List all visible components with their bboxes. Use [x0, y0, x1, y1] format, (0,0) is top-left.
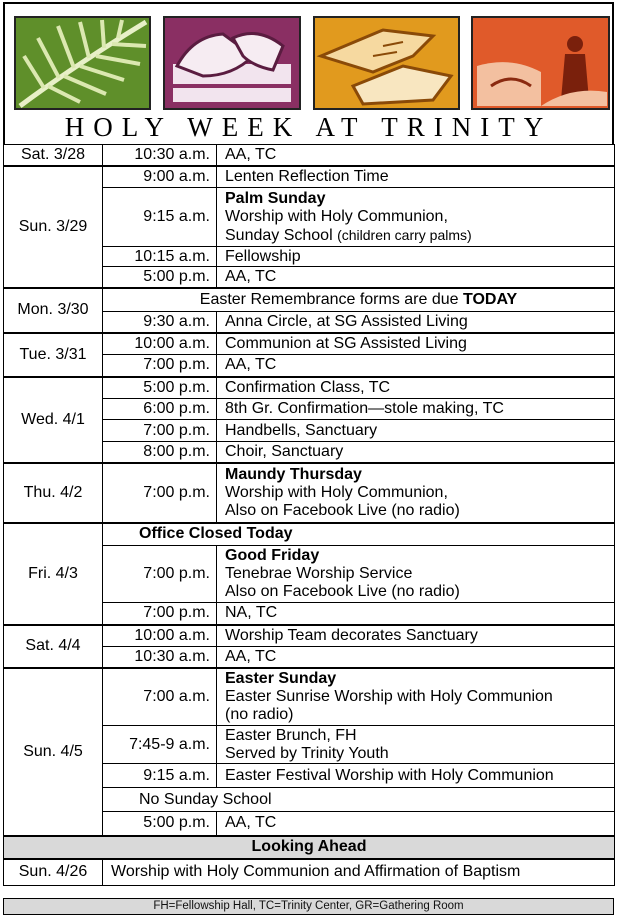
table-row	[4, 463, 615, 523]
event-time: 9:15 a.m.	[103, 188, 217, 247]
table-row	[4, 625, 615, 647]
broken-bread-icon	[163, 16, 301, 110]
day-label: Sun. 4/5	[4, 668, 103, 836]
event-title: Palm Sunday	[225, 189, 326, 207]
table-row	[4, 145, 615, 166]
event-time: 8:00 p.m.	[103, 442, 217, 463]
day-banner	[103, 288, 615, 312]
event-time: 6:00 p.m.	[103, 399, 217, 420]
event-text: AA, TC	[217, 267, 615, 288]
event-line: Tenebrae Worship Service	[225, 565, 413, 582]
event-line: Worship with Holy Communion,	[225, 207, 448, 225]
event-time: 5:00 p.m.	[103, 812, 217, 836]
event-title: Good Friday	[225, 547, 320, 564]
abbreviation-key: FH=Fellowship Hall, TC=Trinity Center, GR=Gathering Room	[3, 898, 614, 915]
event-line: Served by Trinity Youth	[225, 744, 389, 762]
page-title: HOLY WEEK AT TRINITY	[64, 112, 553, 142]
table-row	[4, 288, 615, 312]
event-line: Also on Facebook Live (no radio)	[225, 583, 460, 600]
banner-emphasis: TODAY	[462, 290, 518, 308]
event-text: Fellowship	[217, 247, 615, 267]
event-line: Easter Brunch, FH	[225, 726, 357, 744]
event-text: Communion at SG Assisted Living	[217, 333, 615, 355]
event-text: Choir, Sanctuary	[217, 442, 615, 463]
event-text: AA, TC	[217, 355, 615, 377]
event-time: 7:45-9 a.m.	[103, 726, 217, 764]
event-line: Easter Sunrise Worship with Holy Communion	[225, 687, 553, 705]
event-text	[217, 668, 615, 726]
event-line: Worship with Holy Communion,	[225, 483, 448, 501]
schedule-table	[3, 144, 615, 886]
event-text: Anna Circle, at SG Assisted Living	[217, 312, 615, 333]
event-text: AA, TC	[217, 647, 615, 668]
day-banner: Office Closed Today	[103, 523, 615, 546]
event-time: 5:00 p.m.	[103, 267, 217, 288]
table-row	[4, 166, 615, 188]
event-time: 7:00 p.m.	[103, 420, 217, 442]
looking-ahead-heading: Looking Ahead	[4, 836, 615, 859]
event-line-text: Sunday School	[225, 226, 333, 244]
table-row	[4, 859, 615, 886]
empty-tomb-icon	[471, 16, 610, 110]
event-line: Also on Facebook Live (no radio)	[225, 501, 460, 519]
event-time: 7:00 p.m.	[103, 603, 217, 625]
header-banner	[3, 2, 614, 144]
event-time: 7:00 p.m.	[103, 463, 217, 523]
event-text: Handbells, Sanctuary	[217, 420, 615, 442]
event-time: 5:00 p.m.	[103, 377, 217, 399]
day-banner: No Sunday School	[103, 788, 615, 812]
event-time: 10:00 a.m.	[103, 625, 217, 647]
table-row	[4, 377, 615, 399]
event-text: Worship Team decorates Sanctuary	[217, 625, 615, 647]
table-row	[4, 523, 615, 546]
event-time: 7:00 a.m.	[103, 668, 217, 726]
event-text: Worship with Holy Communion and Affirmation of Baptism	[103, 859, 615, 886]
table-row	[4, 333, 615, 355]
banner-text: Easter Remembrance forms are due	[199, 290, 463, 308]
event-title: Maundy Thursday	[225, 465, 362, 483]
event-time: 9:00 a.m.	[103, 166, 217, 188]
table-row	[4, 668, 615, 726]
event-text	[217, 546, 615, 603]
event-time: 7:00 p.m.	[103, 355, 217, 377]
event-time: 10:00 a.m.	[103, 333, 217, 355]
event-text: 8th Gr. Confirmation—stole making, TC	[217, 399, 615, 420]
event-time: 10:30 a.m.	[103, 647, 217, 668]
day-label: Sat. 4/4	[4, 625, 103, 668]
day-label: Wed. 4/1	[4, 377, 103, 463]
day-label: Sun. 4/26	[4, 859, 103, 886]
event-note: (children carry palms)	[337, 226, 472, 243]
event-line	[225, 226, 610, 245]
event-text: NA, TC	[217, 603, 615, 625]
day-label: Thu. 4/2	[4, 463, 103, 523]
day-label: Sun. 3/29	[4, 166, 103, 288]
event-time: 10:15 a.m.	[103, 247, 217, 267]
table-row	[4, 836, 615, 859]
event-text: Easter Festival Worship with Holy Communion	[217, 764, 615, 788]
event-time: 10:30 a.m.	[103, 145, 217, 166]
event-text: Confirmation Class, TC	[217, 377, 615, 399]
day-label: Tue. 3/31	[4, 333, 103, 377]
event-text	[217, 463, 615, 523]
event-text: Lenten Reflection Time	[217, 166, 615, 188]
event-text	[217, 188, 615, 247]
event-time: 7:00 p.m.	[103, 546, 217, 603]
event-text: AA, TC	[217, 812, 615, 836]
day-label: Fri. 4/3	[4, 523, 103, 625]
palm-leaf-icon	[14, 16, 151, 110]
hands-icon	[313, 16, 460, 110]
event-text: AA, TC	[217, 145, 615, 166]
event-time: 9:15 a.m.	[103, 764, 217, 788]
day-label: Sat. 3/28	[4, 145, 103, 166]
event-line: (no radio)	[225, 705, 294, 723]
event-text	[217, 726, 615, 764]
event-time: 9:30 a.m.	[103, 312, 217, 333]
event-title: Easter Sunday	[225, 669, 337, 687]
day-label: Mon. 3/30	[4, 288, 103, 333]
